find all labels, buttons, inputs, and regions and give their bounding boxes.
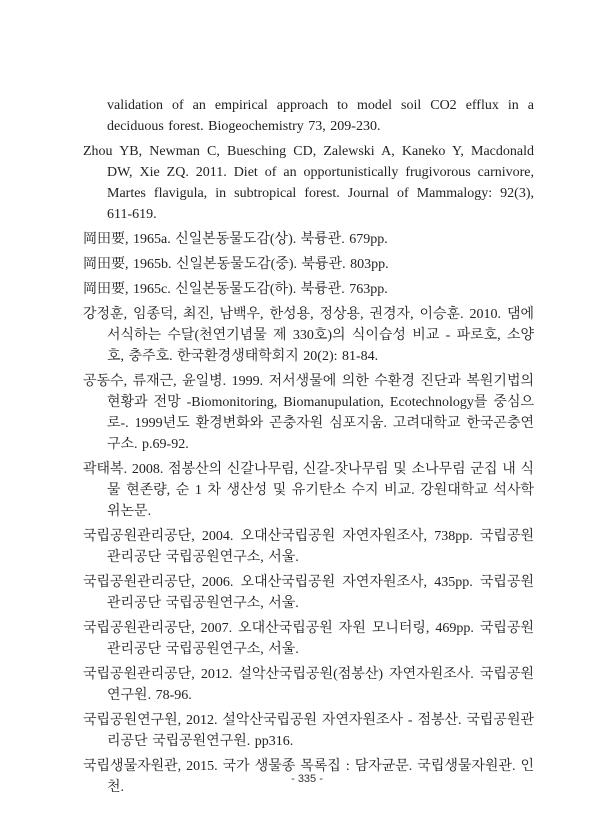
reference-entry: 국립공원관리공단, 2004. 오대산국립공원 자연자원조사, 738pp. 국립공원관리공단 국립공원연구소, 서울. xyxy=(83,529,534,565)
page-number: - 335 - xyxy=(291,773,323,785)
reference-entry: Zhou YB, Newman C, Buesching CD, Zalewski A, Kaneko Y, Macdonald DW, Xie ZQ. 2011. Diet of an opportunistically frugivorous carnivore, Martes flavigula, in subtropical forest. Journal of Mammalogy: 92(3), 611-619. xyxy=(83,144,534,222)
reference-entry: 곽태복. 2008. 점봉산의 신갈나무림, 신갈-잣나무림 및 소나무림 군집 내 식물 현존량, 순 1 차 생산성 및 유기탄소 수지 비교. 강원대학교 석사학위논문. xyxy=(83,462,534,519)
reference-entry: 岡田要, 1965a. 신일본동물도감(상). 북륭관. 679pp. xyxy=(83,232,388,247)
reference-entry-continued: validation of an empirical approach to model soil CO2 efflux in a deciduous forest. Biogeochemistry 73, 209-230. xyxy=(107,98,534,134)
reference-entry: 국립공원관리공단, 2006. 오대산국립공원 자연자원조사, 435pp. 국립공원관리공단 국립공원연구소, 서울. xyxy=(83,575,534,611)
reference-entry: 국립공원관리공단, 2012. 설악산국립공원(점봉산) 자연자원조사. 국립공원연구원. 78-96. xyxy=(83,667,534,703)
reference-list xyxy=(83,95,534,802)
reference-entry: 岡田要, 1965b. 신일본동물도감(중). 북륭관. 803pp. xyxy=(83,257,389,272)
reference-entry: 岡田要, 1965c. 신일본동물도감(하). 북륭관. 763pp. xyxy=(83,282,388,297)
reference-entry: 국립공원연구원, 2012. 설악산국립공원 자연자원조사 - 점봉산. 국립공원관리공단 국립공원연구원. pp316. xyxy=(83,713,534,749)
reference-entry: 강정훈, 임종덕, 최진, 남백우, 한성용, 정상용, 권경자, 이승훈. 2010. 댐에 서식하는 수달(천연기념물 제 330호)의 식이습성 비교 - 파로호, 소양호, 충주호. 한국환경생태학회지 20(2): 81-84. xyxy=(83,307,534,364)
reference-entry: 국립생물자원관, 2015. 국가 생물종 목록집 : 담자균문. 국립생물자원관. 인천. xyxy=(83,759,534,795)
reference-entry: 공동수, 류재근, 윤일병. 1999. 저서생물에 의한 수환경 진단과 복원기법의 현황과 전망 -Biomonitoring, Biomanupulation, Ecotechnology를 중심으로-. 1999년도 환경변화와 곤충자원 심포지움. 고려대학교 한국곤충연구소. p.69-92. xyxy=(83,374,534,452)
reference-entry: 국립공원관리공단, 2007. 오대산국립공원 자원 모니터링, 469pp. 국립공원관리공단 국립공원연구소, 서울. xyxy=(83,621,534,657)
